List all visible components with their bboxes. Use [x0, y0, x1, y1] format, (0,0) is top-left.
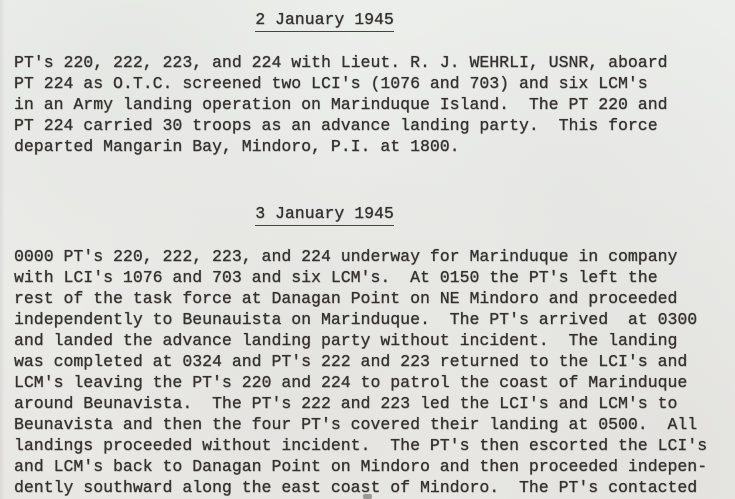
- text-line: LCM's leaving the PT's 220 and 224 to patrol the coast of Marinduque: [14, 373, 688, 392]
- text-line: in an Army landing operation on Marinduque Island. The PT 220 and: [14, 95, 668, 114]
- text-line: PT 224 as O.T.C. screened two LCI's (1076 and 703) and six LCM's: [14, 74, 648, 93]
- entry-heading-text: 2 January 1945: [255, 9, 394, 32]
- text-line: was completed at 0324 and PT's 222 and 223 returned to the LCI's and: [14, 352, 688, 371]
- entry-heading-3-january: [0, 203, 735, 226]
- text-line: dently southward along the east coast of Mindoro. The PT's contacted: [14, 478, 698, 497]
- entry-heading-text: 3 January 1945: [255, 203, 394, 226]
- text-line: PT 224 carried 30 troops as an advance landing party. This force: [14, 116, 658, 135]
- text-line: and LCM's back to Danagan Point on Mindoro and then proceeded indepen-: [14, 457, 708, 476]
- text-line: independently to Beunauista on Marinduque. The PT's arrived at 0300: [14, 310, 698, 329]
- text-line: with LCI's 1076 and 703 and six LCM's. At 0150 the PT's left the: [14, 268, 658, 287]
- text-line: PT's 220, 222, 223, and 224 with Lieut. R. J. WEHRLI, USNR, aboard: [14, 53, 668, 72]
- text-line: Beunavista and then the four PT's covered their landing at 0500. All: [14, 415, 698, 434]
- text-line: and landed the advance landing party without incident. The landing: [14, 331, 678, 350]
- text-line: landings proceeded without incident. The PT's then escorted the LCI's: [14, 436, 708, 455]
- entry-heading-2-january: [0, 9, 735, 32]
- text-line: 0000 PT's 220, 222, 223, and 224 underway for Marinduque in company: [14, 247, 678, 266]
- text-line: rest of the task force at Danagan Point on NE Mindoro and proceeded: [14, 289, 678, 308]
- text-line: departed Mangarin Bay, Mindoro, P.I. at 1800.: [14, 137, 460, 156]
- cutoff-next-line-artifact: [363, 494, 372, 499]
- text-line: around Beunavista. The PT's 222 and 223 led the LCI's and LCM's to: [14, 394, 678, 413]
- entry-paragraph-3-january: [14, 246, 729, 498]
- entry-paragraph-2-january: [14, 52, 729, 157]
